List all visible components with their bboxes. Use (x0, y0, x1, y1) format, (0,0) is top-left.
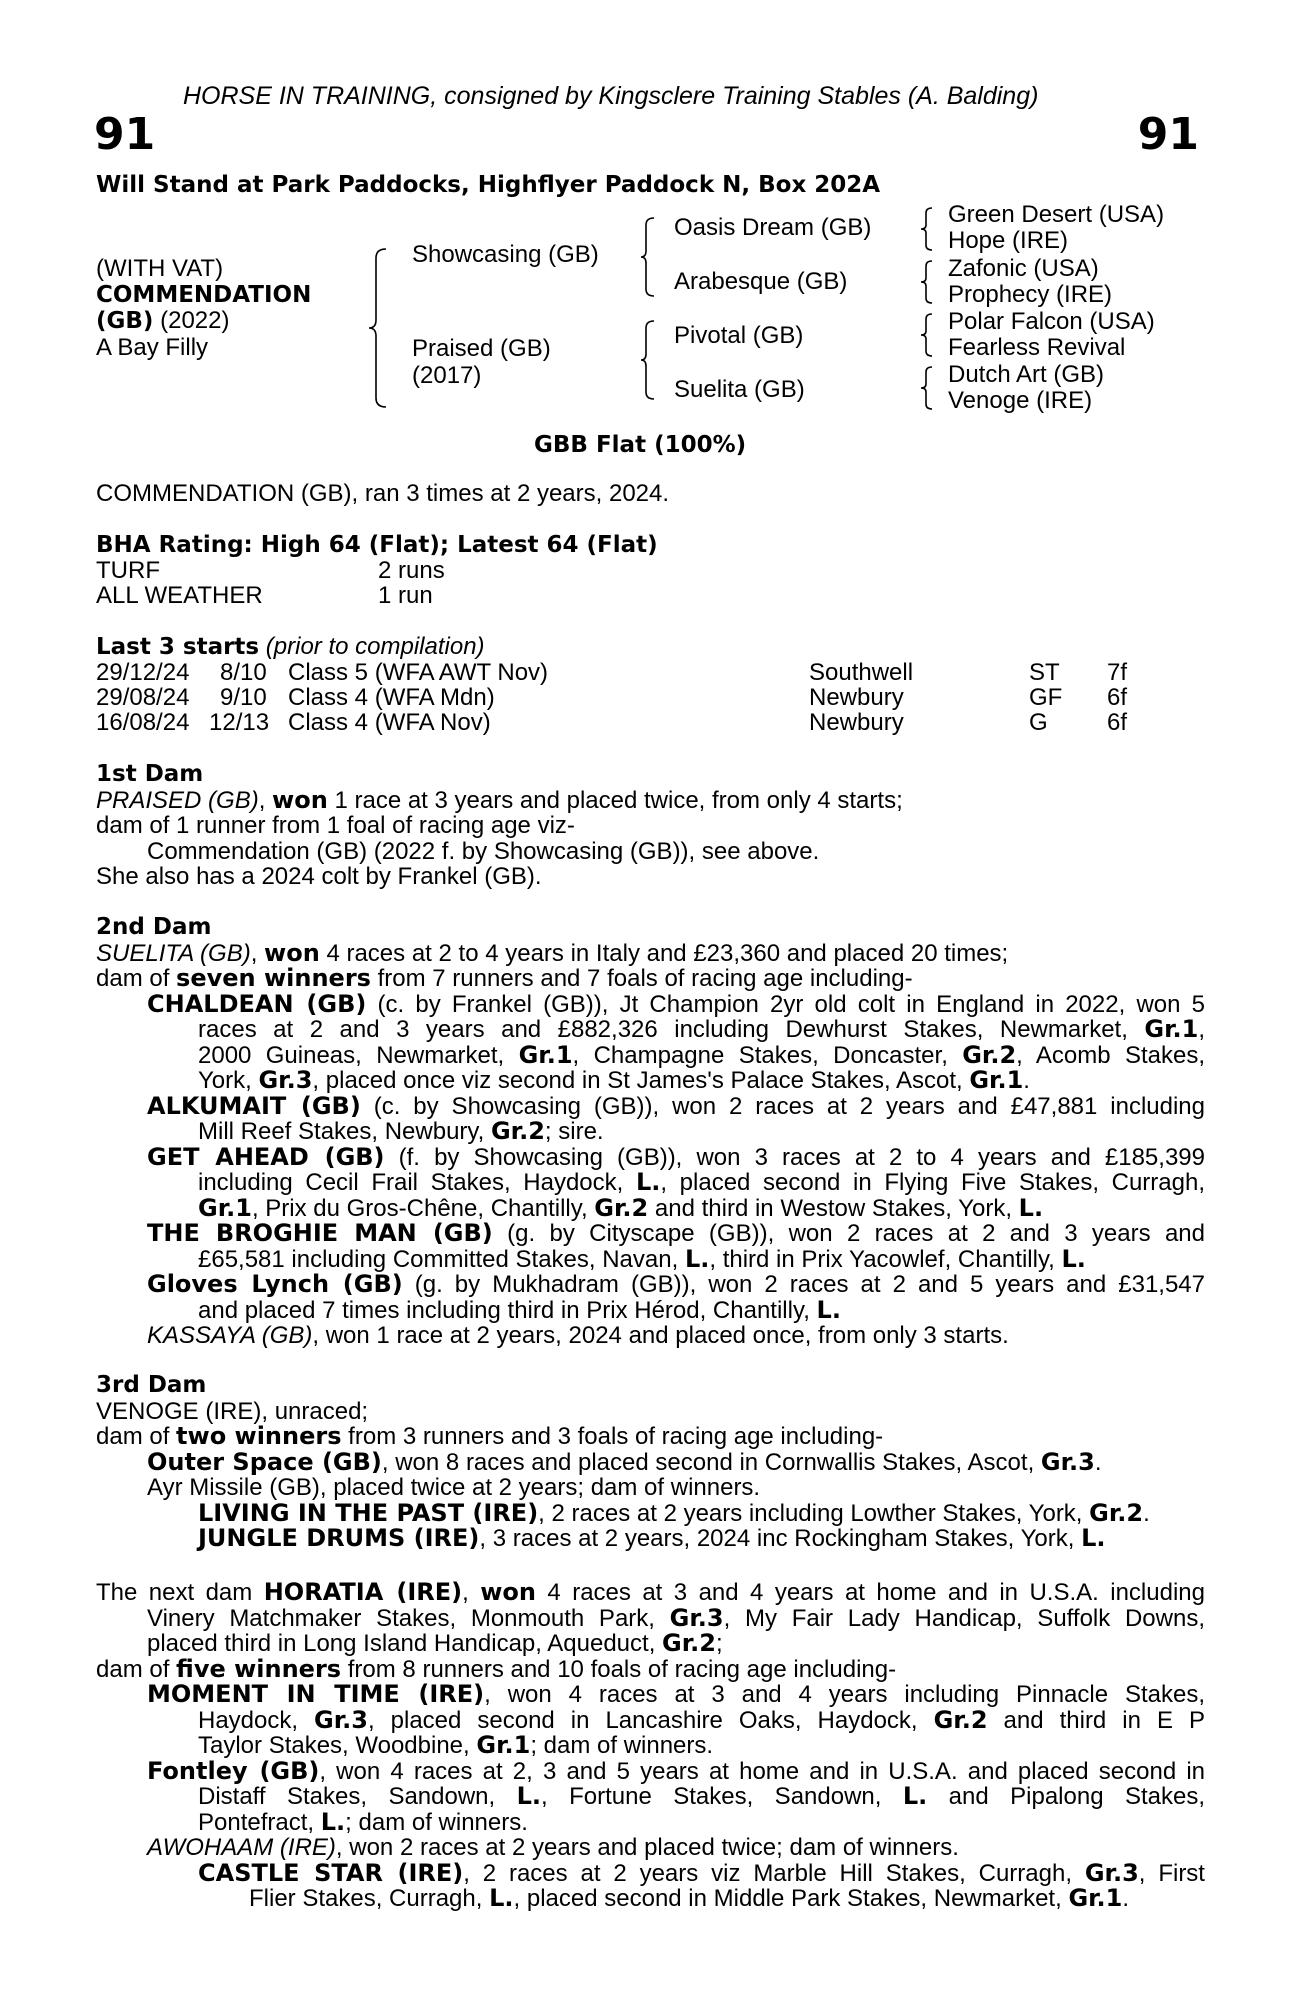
horse-name-bold: ALKUMAIT (GB) (147, 1091, 361, 1120)
fontley-line-2 (96, 1784, 1205, 1810)
text: , 2 races at 2 years viz Marble Hill Stakes, Curragh, (463, 1859, 1085, 1887)
pedigree-g-bracket-2 (920, 260, 934, 304)
text: Flier Stakes, Curragh, (249, 1885, 490, 1912)
grade: Gr.1 (1144, 1015, 1199, 1043)
pedigree-dam-bracket (640, 320, 656, 400)
text-bold: won (272, 785, 328, 814)
second-dam-section (96, 915, 1205, 1349)
turf-runs: 2 runs (378, 557, 445, 584)
all-weather-runs: 1 run (378, 582, 433, 609)
text: , Acomb Stakes, (1016, 1041, 1205, 1069)
pedigree-dam-dam: Suelita (GB) (674, 376, 805, 403)
grade: Gr.2 (1089, 1498, 1144, 1527)
broghie-line-1 (96, 1221, 1205, 1247)
third-dam-line: VENOGE (IRE), unraced; (96, 1397, 369, 1425)
text: 4 races at 2 to 4 years in Italy and £23,360 and placed 20 times; (319, 939, 1009, 967)
text: dam of (96, 1423, 177, 1450)
kassaya-line (96, 1323, 1205, 1349)
start-race: Class 5 (WFA AWT Nov) (288, 659, 549, 686)
vat-label: (WITH VAT) (96, 255, 224, 282)
text: , (1198, 1016, 1205, 1043)
text: Pontefract, (198, 1808, 321, 1836)
horse-year: (2022) (160, 307, 230, 334)
grade: Gr.2 (490, 1117, 545, 1145)
pedigree-g1: Green Desert (USA) (948, 201, 1165, 228)
last-starts-note: (prior to compilation) (265, 633, 485, 660)
text: and placed 7 times including third in Prix Hérod, Chantilly, (198, 1296, 817, 1324)
pedigree-sire-dam: Arabesque (GB) (674, 268, 848, 295)
text: Vinery Matchmaker Stakes, Monmouth Park, (147, 1604, 670, 1632)
next-dam-section (96, 1580, 1205, 1912)
pedigree-g7: Dutch Art (GB) (948, 361, 1105, 388)
fontley-line-1 (96, 1756, 1205, 1785)
text: Taylor Stakes, Woodbine, (198, 1732, 477, 1759)
text: 4 races at 3 and 4 years at home and in U.S.A. including (536, 1579, 1205, 1606)
grade: L. (684, 1244, 710, 1273)
moment-in-time-line-2 (96, 1705, 1205, 1734)
chaldean-line-4 (96, 1068, 1205, 1094)
text: . (1143, 1499, 1150, 1527)
text: , (250, 939, 265, 967)
castle-star-line-2 (96, 1886, 1205, 1912)
start-race: Class 4 (WFA Nov) (288, 709, 491, 736)
chaldean-line-1 (96, 989, 1205, 1018)
text: 1 race at 3 years and placed twice, from only 4 starts; (327, 786, 903, 814)
next-dam-line-3 (96, 1631, 1205, 1657)
horse-name-bold: Outer Space (GB) (147, 1447, 382, 1476)
dam-name: SUELITA (GB) (96, 939, 251, 967)
text: . (1122, 1885, 1130, 1912)
text-bold: seven winners (176, 964, 371, 992)
gloves-lynch-line-2 (96, 1295, 1205, 1324)
living-in-the-past-line (96, 1498, 1205, 1527)
text: , Champagne Stakes, Doncaster, (572, 1041, 963, 1069)
text: , placed once viz second in St James's Palace Stakes, Ascot, (312, 1067, 970, 1094)
text: and third in E P (987, 1706, 1205, 1734)
text: from 8 runners and 10 foals of racing age including- (341, 1655, 897, 1683)
alkumait-line-2 (96, 1119, 1205, 1145)
text: , My Fair Lady Handicap, Suffolk Downs, (723, 1604, 1205, 1632)
start-distance: 7f (1107, 659, 1128, 686)
horse-description: A Bay Filly (96, 334, 209, 361)
grade: Gr.1 (518, 1040, 573, 1069)
pedigree-dam-sire: Pivotal (GB) (674, 322, 804, 349)
pedigree-main-bracket (368, 248, 388, 408)
horse-name-bold: Fontley (GB) (147, 1756, 320, 1785)
text: races at 2 and 3 years and £882,326 including Dewhurst Stakes, Newmarket, (198, 1016, 1145, 1043)
text: ; dam of winners. (530, 1732, 714, 1759)
text-bold: two winners (176, 1422, 342, 1450)
second-dam-line (96, 938, 1205, 967)
text: from 7 runners and 7 foals of racing age including- (370, 965, 913, 992)
text: (g. by Cityscape (GB)), won 2 races at 2 and 3 years and (492, 1220, 1205, 1247)
alkumait-line-1 (96, 1091, 1205, 1120)
grade: L. (320, 1807, 346, 1836)
pedigree-dam-year: (2017) (412, 362, 482, 389)
text: and Pipalong Stakes, (927, 1783, 1205, 1810)
pedigree-g2: Hope (IRE) (948, 227, 1069, 254)
start-row-1 (96, 660, 1196, 686)
grade: L. (902, 1782, 928, 1810)
start-course: Newbury (809, 684, 904, 711)
start-row-2 (96, 685, 1196, 711)
horse-name-bold: Gloves Lynch (GB) (147, 1270, 403, 1298)
start-position: 12/13 (209, 709, 270, 736)
text: Mill Reef Stakes, Newbury, (198, 1118, 491, 1145)
third-dam-section (96, 1373, 1205, 1552)
text: from 3 runners and 3 foals of racing age including- (341, 1423, 884, 1450)
start-going: G (1029, 709, 1048, 736)
text: (f. by Showcasing (GB)), won 3 races at 2 to 4 years and £185,399 (384, 1143, 1205, 1171)
pedigree-g6: Fearless Revival (948, 334, 1126, 361)
third-dam-produce (96, 1424, 1205, 1450)
text: ; dam of winners. (345, 1808, 528, 1836)
grade: Gr.2 (662, 1629, 716, 1657)
chaldean-line-3 (96, 1040, 1205, 1069)
text: placed third in Long Island Handicap, Aqueduct, (147, 1630, 663, 1657)
start-date: 29/08/24 (96, 684, 190, 711)
text: The next dam (96, 1579, 264, 1606)
broghie-line-2 (96, 1244, 1205, 1273)
lot-number-left: 91 (94, 109, 156, 160)
grade: Gr.1 (969, 1066, 1024, 1094)
text: , (462, 1579, 481, 1606)
grade: L. (816, 1295, 841, 1324)
text: ; (715, 1630, 723, 1657)
horse-name-italic: KASSAYA (GB) (147, 1322, 313, 1349)
start-course: Newbury (809, 709, 904, 736)
start-position: 9/10 (220, 684, 267, 711)
text-bold: won (480, 1578, 536, 1606)
grade: Gr.2 (933, 1705, 988, 1734)
grade: Gr.3 (1084, 1858, 1139, 1887)
get-ahead-line-3 (96, 1193, 1205, 1222)
next-dam-produce (96, 1654, 1205, 1683)
text-bold: won (264, 938, 320, 967)
grade: L. (1018, 1193, 1044, 1222)
horse-name-italic: AWOHAAM (IRE) (147, 1834, 336, 1861)
text-bold: five winners (176, 1654, 342, 1683)
first-dam-produce: dam of 1 runner from 1 foal of racing age viz- (96, 812, 575, 839)
dam-name: PRAISED (GB) (96, 786, 259, 814)
second-dam-produce (96, 966, 1205, 992)
catalogue-header-title: HORSE IN TRAINING, consigned by Kingsclere Training Stables (A. Balding) (183, 82, 1039, 110)
text: , won 4 races at 3 and 4 years including Pinnacle Stakes, (484, 1681, 1206, 1708)
grade: Gr.3 (669, 1603, 724, 1632)
grade: Gr.3 (1040, 1447, 1095, 1476)
grade: Gr.3 (314, 1705, 368, 1734)
horse-country: (GB) (96, 308, 154, 334)
first-dam-section (96, 762, 1205, 890)
horse-name-bold: CASTLE STAR (IRE) (198, 1858, 464, 1887)
last-starts-title: Last 3 starts (96, 634, 260, 660)
jungle-drums-line (96, 1526, 1205, 1552)
text: , 2 races at 2 years including Lowther Stakes, York, (538, 1499, 1090, 1527)
pedigree-sire-sire: Oasis Dream (GB) (674, 214, 872, 241)
start-row-3 (96, 710, 1196, 736)
start-course: Southwell (809, 659, 914, 686)
text: , won 1 race at 2 years, 2024 and placed once, from only 3 starts. (312, 1322, 1009, 1349)
grade: L. (489, 1884, 514, 1912)
outer-space-line (96, 1447, 1205, 1476)
last-starts-heading (96, 634, 485, 660)
horse-name-bold: MOMENT IN TIME (IRE) (147, 1680, 485, 1708)
text: , Fortune Stakes, Sandown, (541, 1783, 903, 1810)
text: dam of (96, 965, 177, 992)
text: (c. by Showcasing (GB)), won 2 races at 2 years and £47,881 including (360, 1092, 1205, 1120)
text: , placed second in Lancashire Oaks, Haydock, (367, 1706, 934, 1734)
horse-origin (96, 308, 229, 334)
moment-in-time-line-3 (96, 1733, 1205, 1759)
text: including Cecil Frail Stakes, Haydock, (198, 1169, 636, 1196)
awohaam-line (96, 1835, 1205, 1861)
castle-star-line-1 (96, 1858, 1205, 1887)
pedigree-g3: Zafonic (USA) (948, 255, 1099, 282)
grade: Gr.1 (476, 1731, 531, 1759)
pedigree-sire: Showcasing (GB) (412, 241, 599, 268)
chaldean-line-2 (96, 1017, 1205, 1043)
pedigree-g8: Venoge (IRE) (948, 387, 1093, 414)
text: , won 2 races at 2 years and placed twice; dam of winners. (335, 1834, 959, 1861)
text: . (1023, 1067, 1030, 1094)
horse-name-bold: THE BROGHIE MAN (GB) (147, 1219, 493, 1247)
all-weather-label: ALL WEATHER (96, 582, 263, 609)
first-dam-note: She also has a 2024 colt by Frankel (GB). (96, 863, 542, 890)
text: 2000 Guineas, Newmarket, (198, 1041, 519, 1069)
grade: Gr.2 (594, 1193, 649, 1222)
start-position: 8/10 (220, 659, 267, 686)
start-date: 16/08/24 (96, 709, 190, 736)
text: and third in Westow Stakes, York, (648, 1194, 1019, 1222)
next-dam-line-1 (96, 1580, 1205, 1606)
pedigree-g4: Prophecy (IRE) (948, 281, 1113, 308)
text: York, (198, 1067, 259, 1094)
grade: L. (516, 1782, 542, 1810)
pedigree-g-bracket-4 (920, 366, 934, 410)
get-ahead-line-1 (96, 1142, 1205, 1171)
text: , third in Prix Yacowlef, Chantilly, (709, 1245, 1062, 1273)
start-going: ST (1029, 659, 1060, 686)
grade: L. (1061, 1244, 1086, 1273)
second-dam-heading: 2nd Dam (96, 914, 212, 940)
horse-name-bold: JUNGLE DRUMS (IRE) (198, 1524, 480, 1552)
horse-name-bold: GET AHEAD (GB) (147, 1142, 385, 1171)
start-going: GF (1029, 684, 1063, 711)
horse-name: COMMENDATION (96, 282, 312, 308)
stand-location: Will Stand at Park Paddocks, Highflyer Paddock N, Box 202A (96, 172, 881, 198)
lot-number-right: 91 (1137, 109, 1199, 160)
text: , won 4 races at 2, 3 and 5 years at home and in U.S.A. and placed second in (319, 1757, 1205, 1785)
horse-name-bold: HORATIA (IRE) (263, 1578, 463, 1606)
pedigree-g5: Polar Falcon (USA) (948, 308, 1155, 335)
text: dam of (96, 1655, 177, 1683)
grade: Gr.1 (1068, 1884, 1123, 1912)
start-date: 29/12/24 (96, 659, 190, 686)
text: , Prix du Gros-Chêne, Chantilly, (251, 1194, 595, 1222)
horse-name-bold: CHALDEAN (GB) (147, 989, 367, 1018)
turf-label: TURF (96, 557, 160, 584)
next-dam-line-2 (96, 1603, 1205, 1632)
first-dam-line (96, 785, 1205, 814)
moment-in-time-line-1 (96, 1682, 1205, 1708)
text: Haydock, (198, 1706, 315, 1734)
start-race: Class 4 (WFA Mdn) (288, 684, 495, 711)
grade: L. (635, 1168, 661, 1196)
text: (c. by Frankel (GB)), Jt Champion 2yr old colt in England in 2022, won 5 (366, 990, 1205, 1018)
gloves-lynch-line-1 (96, 1272, 1205, 1298)
grade: Gr.1 (198, 1193, 252, 1222)
ayr-missile-line: Ayr Missile (GB), placed twice at 2 years; dam of winners. (147, 1474, 761, 1501)
first-dam-offspring: Commendation (GB) (2022 f. by Showcasing (GB)), see above. (147, 837, 820, 865)
start-distance: 6f (1107, 709, 1128, 736)
text: (g. by Mukhadram (GB)), won 2 races at 2 and 5 years and £31,547 (402, 1271, 1205, 1298)
text: Distaff Stakes, Sandown, (198, 1783, 517, 1810)
text: , placed second in Flying Five Stakes, Curragh, (660, 1169, 1205, 1196)
first-dam-heading: 1st Dam (96, 761, 204, 787)
text: £65,581 including Committed Stakes, Navan, (198, 1245, 685, 1273)
pedigree-g-bracket-3 (920, 313, 934, 357)
text: , 3 races at 2 years, 2024 inc Rockingham Stakes, York, (479, 1525, 1082, 1552)
gbb-rating: GBB Flat (100%) (534, 432, 747, 458)
pedigree-dam: Praised (GB) (412, 335, 551, 362)
text: ; sire. (544, 1118, 604, 1145)
text: , placed second in Middle Park Stakes, Newmarket, (513, 1885, 1069, 1912)
fontley-line-3 (96, 1807, 1205, 1836)
race-summary: COMMENDATION (GB), ran 3 times at 2 years, 2024. (96, 480, 670, 507)
start-distance: 6f (1107, 684, 1128, 711)
pedigree-sire-bracket (640, 217, 656, 297)
pedigree-g-bracket-1 (920, 207, 934, 251)
bha-rating-heading: BHA Rating: High 64 (Flat); Latest 64 (Flat) (96, 532, 658, 558)
grade: Gr.3 (258, 1066, 313, 1094)
text: , (258, 786, 273, 814)
text: , First (1138, 1859, 1205, 1887)
third-dam-heading: 3rd Dam (96, 1372, 207, 1398)
horse-name-bold: LIVING IN THE PAST (IRE) (198, 1498, 539, 1527)
grade: L. (1081, 1524, 1106, 1552)
text: . (1094, 1448, 1102, 1476)
text: , won 8 races and placed second in Cornwallis Stakes, Ascot, (381, 1448, 1041, 1476)
grade: Gr.2 (962, 1040, 1017, 1069)
get-ahead-line-2 (96, 1170, 1205, 1196)
